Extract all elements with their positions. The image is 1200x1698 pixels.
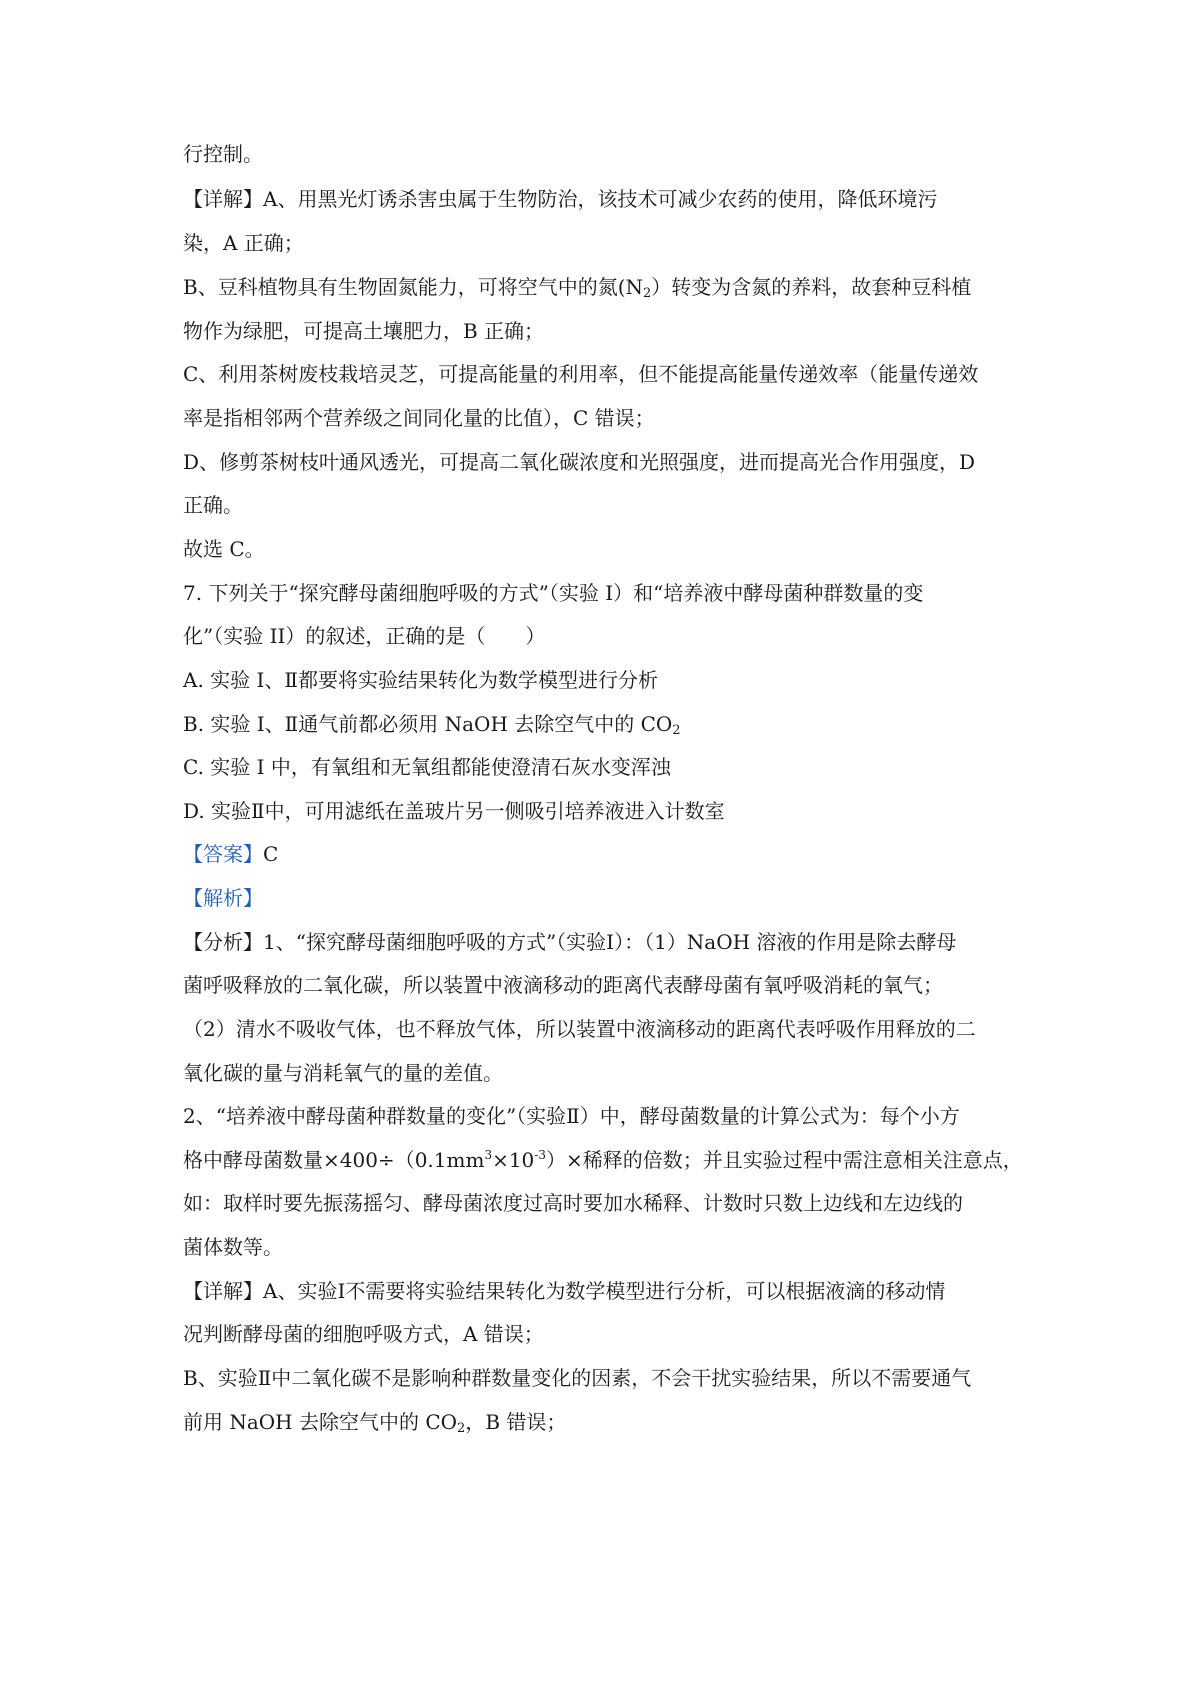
analysis-label: 【解析】	[183, 886, 263, 910]
answer-line	[183, 840, 1040, 868]
text-line: 况判断酵母菌的细胞呼吸方式，A 错误；	[183, 1322, 544, 1346]
answer-label: 【答案】	[183, 842, 263, 866]
superscript: -3	[534, 1148, 546, 1162]
text-fragment: B、豆科植物具有生物固氮能力，可将空气中的氮(N	[183, 275, 643, 299]
text-fragment: ×10	[492, 1148, 535, 1172]
option-a: A. 实验 I、Ⅱ都要将实验结果转化为数学模型进行分析	[183, 668, 659, 692]
answer-value: C	[263, 842, 279, 866]
text-line: 【详解】A、用黑光灯诱杀害虫属于生物防治，该技术可减少农药的使用，降低环境污	[183, 187, 938, 211]
text-line: 菌体数等。	[183, 1235, 283, 1259]
text-line: C、利用茶树废枝栽培灵芝，可提高能量的利用率，但不能提高能量传递效率（能量传递效	[183, 362, 979, 386]
text-fragment: ，B 错误；	[465, 1410, 567, 1434]
text-line: 【分析】1、“探究酵母菌细胞呼吸的方式”（实验Ⅰ）：（1）NaOH 溶液的作用是除去酵母	[183, 930, 957, 954]
text-line	[183, 273, 1040, 301]
text-fragment: 格中酵母菌数量×400÷（0.1mm	[183, 1148, 485, 1172]
text-line: 【详解】A、实验Ⅰ不需要将实验结果转化为数学模型进行分析，可以根据液滴的移动情	[183, 1279, 946, 1303]
text-line: 行控制。	[183, 142, 263, 166]
question-stem: 化”（实验 II）的叙述，正确的是（ ）	[183, 624, 546, 648]
text-line: 正确。	[183, 493, 243, 517]
text-line: （2）清水不吸收气体，也不释放气体，所以装置中液滴移动的距离代表呼吸作用释放的二	[183, 1017, 976, 1041]
subscript: 2	[672, 723, 681, 738]
text-line: D、修剪茶树枝叶通风透光，可提高二氧化碳浓度和光照强度，进而提高光合作用强度，D	[183, 450, 976, 474]
text-fragment: 前用 NaOH 去除空气中的 CO	[183, 1410, 458, 1434]
text-fragment: ）转变为含氮的养料，故套种豆科植	[651, 275, 972, 299]
text-line: 菌呼吸释放的二氧化碳，所以装置中液滴移动的距离代表酵母菌有氧呼吸消耗的氧气；	[183, 973, 943, 997]
text-line: 如：取样时要先振荡摇匀、酵母菌浓度过高时要加水稀释、计数时只数上边线和左边线的	[183, 1191, 963, 1215]
text-fragment: B. 实验 I、Ⅱ通气前都必须用 NaOH 去除空气中的 CO	[183, 712, 673, 736]
option-d: D. 实验Ⅱ中，可用滤纸在盖玻片另一侧吸引培养液进入计数室	[183, 799, 725, 823]
question-stem: 7. 下列关于“探究酵母菌细胞呼吸的方式”（实验 I）和“培养液中酵母菌种群数量的变	[183, 581, 924, 605]
text-line	[183, 1146, 1040, 1174]
text-line: 染，A 正确；	[183, 231, 304, 255]
text-line: 物作为绿肥，可提高土壤肥力，B 正确；	[183, 319, 545, 343]
option-b	[183, 710, 1040, 738]
subscript: 2	[457, 1421, 466, 1436]
option-c: C. 实验 I 中，有氧组和无氧组都能使澄清石灰水变浑浊	[183, 755, 671, 779]
text-line: B、实验Ⅱ中二氧化碳不是影响种群数量变化的因素，不会干扰实验结果，所以不需要通气	[183, 1366, 972, 1390]
superscript: 3	[484, 1148, 493, 1162]
subscript: 2	[643, 286, 652, 301]
text-line: 故选 C。	[183, 537, 265, 561]
text-line: 率是指相邻两个营养级之间同化量的比值），C 错误；	[183, 406, 655, 430]
text-line: 2、“培养液中酵母菌种群数量的变化”（实验Ⅱ）中，酵母菌数量的计算公式为：每个小方	[183, 1104, 960, 1128]
text-fragment: ）×稀释的倍数；并且实验过程中需注意相关注意点，	[546, 1148, 1023, 1172]
text-line: 氧化碳的量与消耗氧气的量的差值。	[183, 1061, 503, 1085]
text-line	[183, 1408, 1040, 1436]
